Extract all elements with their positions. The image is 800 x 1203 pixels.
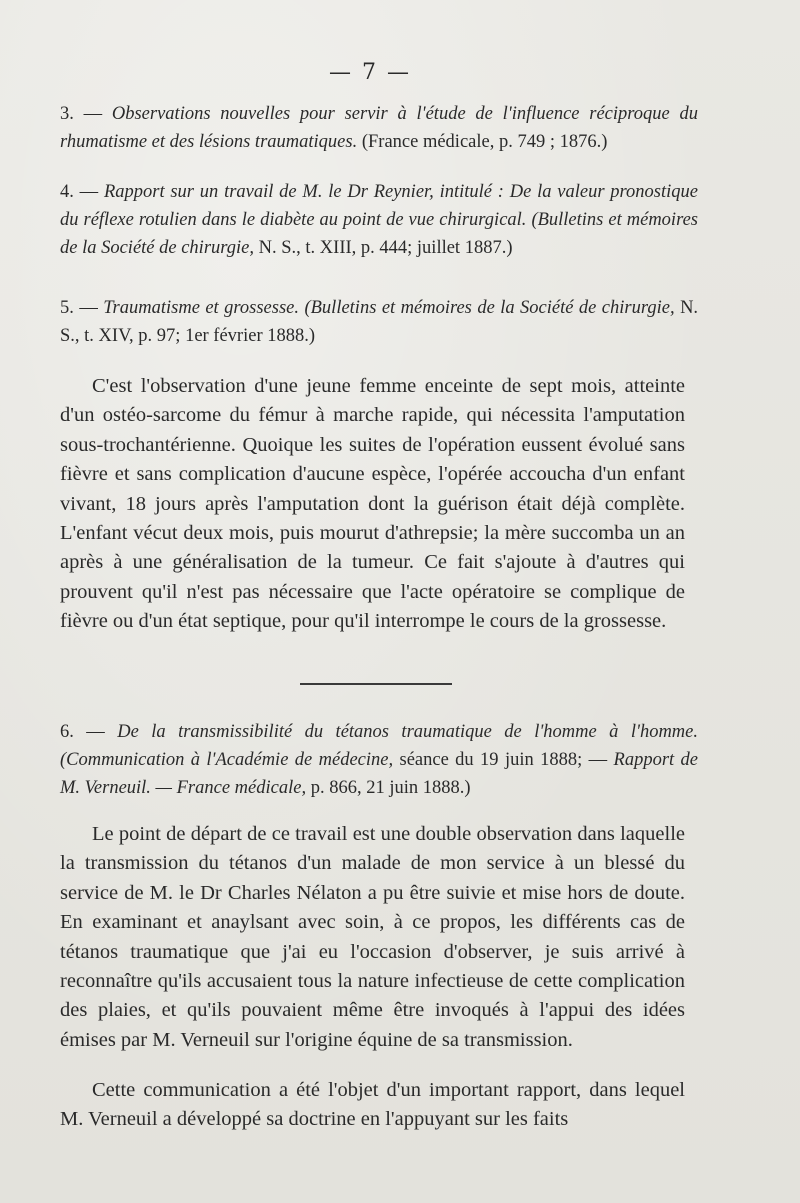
entry-source: N. S., t. XIV, p. 97; 1er février 1888.) bbox=[60, 298, 699, 346]
body-paragraph: C'est l'observation d'une jeune femme enceinte de sept mois, atteinte d'un ostéo-sarcome du fémur à marche rapide, qui nécessita l'amputation sous-trochantérienne. Quoique les suites de l'opération eussent évolué sans fièvre et sans complication d'aucune espèce, l'opérée accoucha d'un enfant vivant, 18 jours après l'amputation dont la guérison était déjà complète. L'enfant vécut deux mois, puis mourut d'athrepsie; la mère succomba un an après à une généralisation de la tumeur. Ce fait s'ajoute à d'autres qui prouvent qu'il n'est pas nécessaire que l'acte opératoire se complique de fièvre ou d'un état septique, pour qu'il interrompe le cours de la grossesse. bbox=[60, 375, 685, 633]
entry-title: De la transmissibilité du tétanos traumatique de l'homme à l'homme. bbox=[117, 722, 698, 742]
entry-number: 3. — bbox=[60, 104, 103, 124]
section-divider bbox=[300, 683, 452, 685]
entry-source-journal: (Bulletins et mémoires de la Société de chirurgie, bbox=[304, 298, 675, 318]
entry-source-journal: (Bulletins et mémoires de la Société de chirurgie, bbox=[60, 210, 698, 258]
entry-source: (France médicale, p. 749 ; 1876.) bbox=[361, 132, 608, 152]
entry-source-report: Rapport de M. Verneuil. — France médicale, bbox=[60, 750, 699, 798]
entry-source: N. S., t. XIII, p. 444; juillet 1887.) bbox=[258, 238, 513, 258]
body-paragraph: Le point de départ de ce travail est une double observation dans laquelle la transmission du tétanos d'un malade de mon service à un blessé du service de M. le Dr Charles Nélaton a pu être suivie et mise hors de doute. En examinant et anaylsant avec soin, à ce propos, les différents cas de tétanos traumatique que j'ai eu l'occasion d'observer, je suis arrivé à reconnaître qu'ils accusaient tous la nature infectieuse de cette complication des plaies, et qu'ils pouvaient même être invoqués à l'appui des idées émises par M. Verneuil sur l'origine équine de sa transmission. bbox=[60, 823, 685, 1051]
bibliography-entry-5 bbox=[60, 294, 698, 350]
bibliography-entry-6 bbox=[60, 718, 698, 802]
entry-title: Observations nouvelles pour servir à l'étude de l'influence réciproque du rhumatisme et des lésions traumatiques. bbox=[60, 104, 699, 152]
page-number: — 7 — bbox=[329, 60, 411, 85]
entry-title: Traumatisme et grossesse. bbox=[103, 298, 300, 318]
entry-title: Rapport sur un travail de M. le Dr Reynier, intitulé : De la valeur pronostique du réflexe rotulien dans le diabète au point de vue chirurgical. bbox=[60, 182, 698, 230]
entry-source: séance du 19 juin 1888; — bbox=[399, 750, 608, 770]
entry-number: 5. — bbox=[60, 298, 98, 318]
bibliography-entry-4 bbox=[60, 178, 698, 262]
entry-source-journal: (Communication à l'Académie de médecine, bbox=[60, 750, 394, 770]
entry-number: 6. — bbox=[60, 722, 105, 742]
entry-number: 4. — bbox=[60, 182, 99, 202]
entry-source-2: p. 866, 21 juin 1888.) bbox=[310, 778, 471, 798]
body-paragraph: Cette communication a été l'objet d'un important rapport, dans lequel M. Verneuil a développé sa doctrine en l'appuyant sur les faits bbox=[60, 1079, 685, 1131]
bibliography-entry-3 bbox=[60, 100, 698, 156]
